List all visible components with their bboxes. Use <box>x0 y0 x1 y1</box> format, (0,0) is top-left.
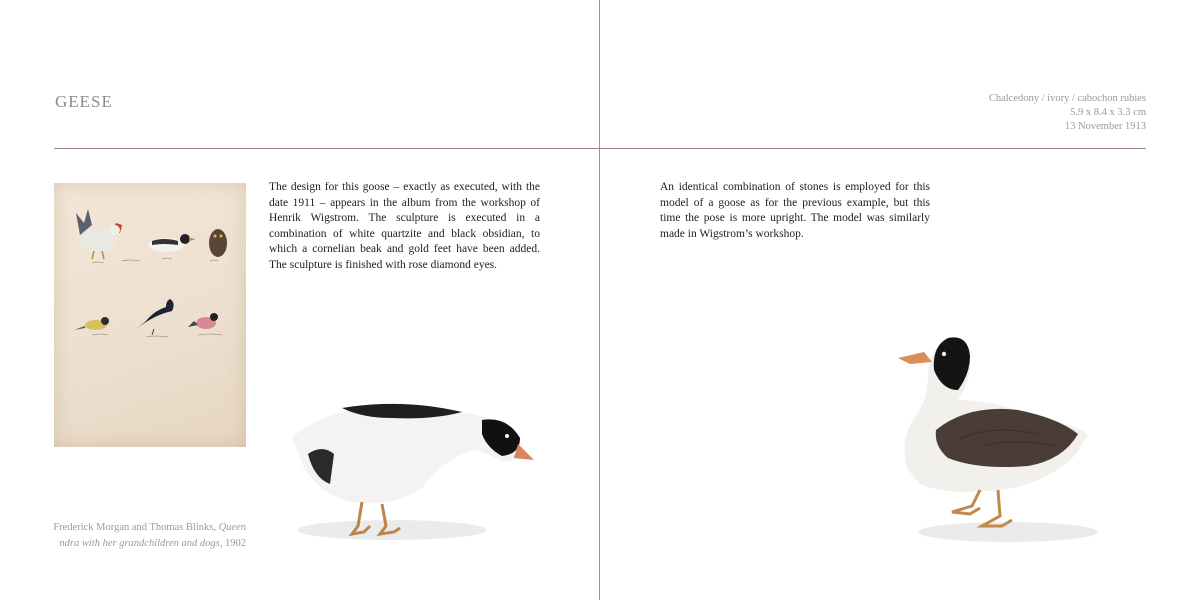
goose-sculpture-low <box>282 398 542 548</box>
left-body-paragraph: The design for this goose – exactly as executed, with the date 1911 – appears in the album from the workshop of Henrik Wigstrom. The sculpture is executed in a combination of white quartzite and black obsidian, to which a cornelian beak and gold feet have been added. The sculpture is finished with rose diamond eyes. <box>269 181 540 271</box>
right-body-paragraph: An identical combination of stones is employed for this model of a goose as for the previous example, but this time the pose is more upright. The model was similarly made in Wigstrom’s workshop. <box>660 181 930 240</box>
page-gutter <box>599 0 600 600</box>
duck-illustration <box>148 234 196 252</box>
specs-dimensions: 5.9 x 8.4 x 3.3 cm <box>1070 107 1146 118</box>
bird-album-illustration <box>54 183 246 447</box>
caption-title-start: Queen <box>218 522 246 533</box>
object-specs <box>989 92 1146 134</box>
left-header-rule <box>54 148 600 149</box>
caption-authors: Frederick Morgan and Thomas Blinks, <box>53 522 216 533</box>
section-heading: GEESE <box>55 92 113 111</box>
right-header-rule <box>600 148 1146 149</box>
goose-sculpture-upright <box>888 330 1103 550</box>
bullfinch-illustration <box>188 313 218 329</box>
rooster-illustration <box>76 209 122 259</box>
owl-illustration <box>209 229 227 257</box>
specs-materials: Chalcedony / ivory / cabochon rubies <box>988 93 1146 104</box>
bird-album-painting <box>54 183 246 447</box>
yellow-bird-illustration <box>74 317 109 330</box>
specs-date: 13 November 1913 <box>1064 121 1146 132</box>
caption-year: 1902 <box>225 538 246 549</box>
black-bird-illustration <box>136 299 174 335</box>
painting-caption <box>46 520 246 552</box>
caption-title-end: ndra with her grandchildren and dogs, <box>59 538 223 549</box>
